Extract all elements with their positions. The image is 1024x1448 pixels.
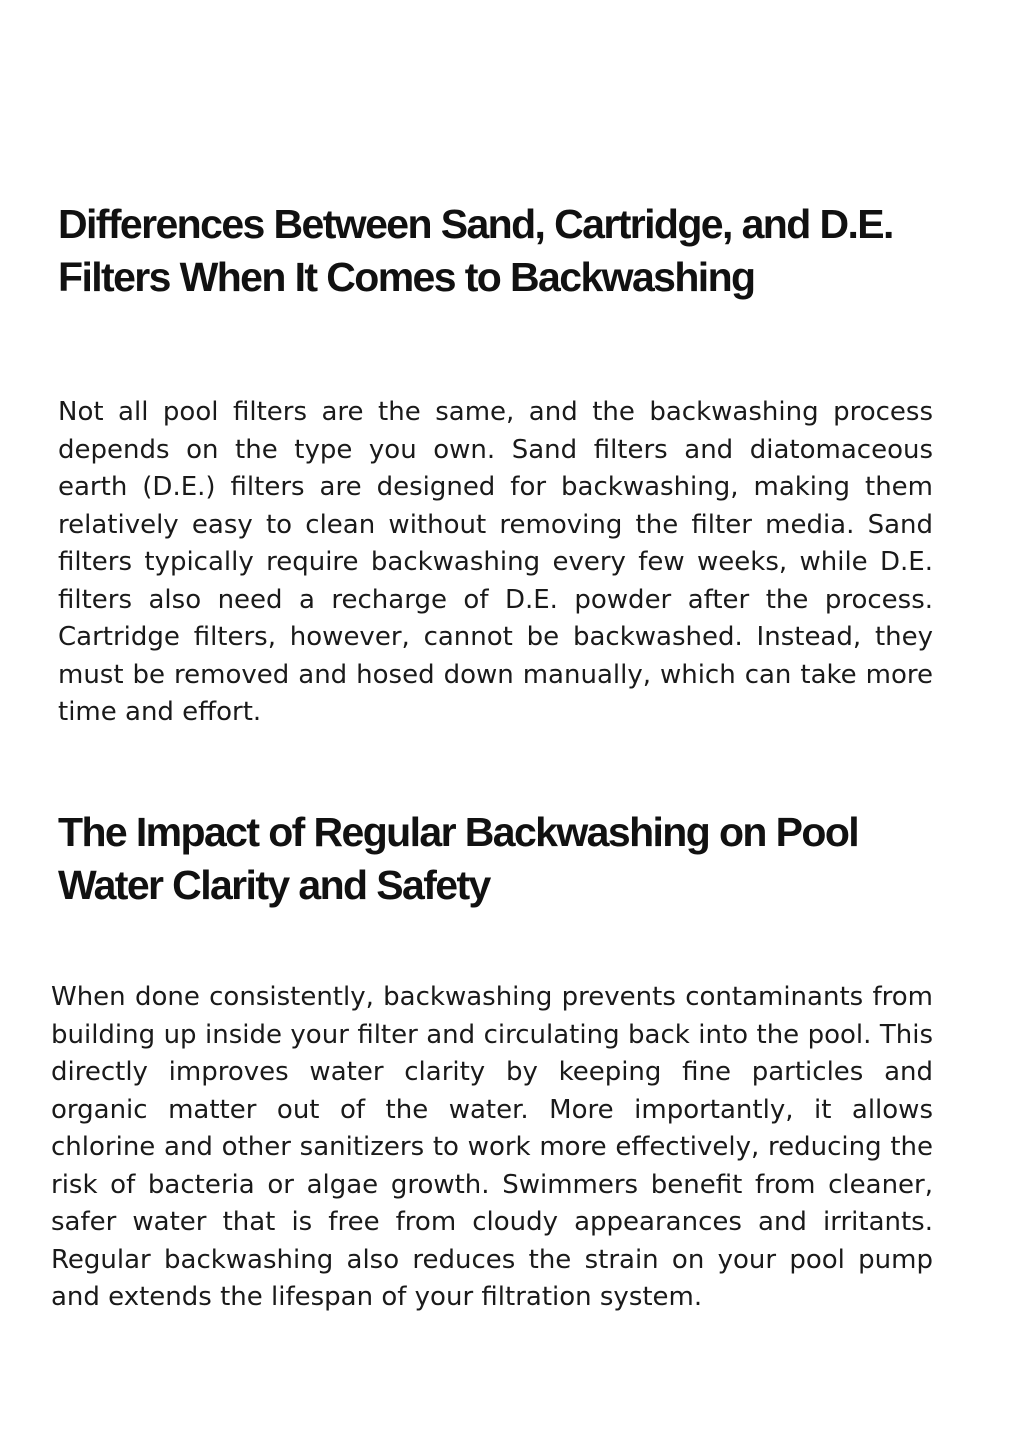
section-body-filter-differences: Not all pool filters are the same, and the backwashing process depends on the type you own. Sand filters and diatomaceous earth (D.E.) filters are designed for backwashing, making them relatively easy to clean without removing the filter media. Sand filters typically require backwashing every few weeks, while D.E. filters also need a recharge of D.E. powder after the process. Cartridge filters, however, cannot be backwashed. Instead, they must be removed and hosed down manually, which can take more time and effort. <box>58 397 933 727</box>
section-heading-filter-differences: Differences Between Sand, Cartridge, and D.E. Filters When It Comes to Backwashing <box>58 201 893 300</box>
section-body-backwashing-impact: When done consistently, backwashing prevents contaminants from building up inside your filter and circulating back into the pool. This directly improves water clarity by keeping fine particles and organic matter out of the water. More importantly, it allows chlorine and other sanitizers to work more effectively, reducing the risk of bacteria or algae growth. Swimmers benefit from cleaner, safer water that is free from cloudy appearances and irritants. Regular backwashing also reduces the strain on your pool pump and extends the lifespan of your filtration system. <box>51 982 933 1312</box>
section-heading-backwashing-impact: The Impact of Regular Backwashing on Pool Water Clarity and Safety <box>58 809 859 908</box>
